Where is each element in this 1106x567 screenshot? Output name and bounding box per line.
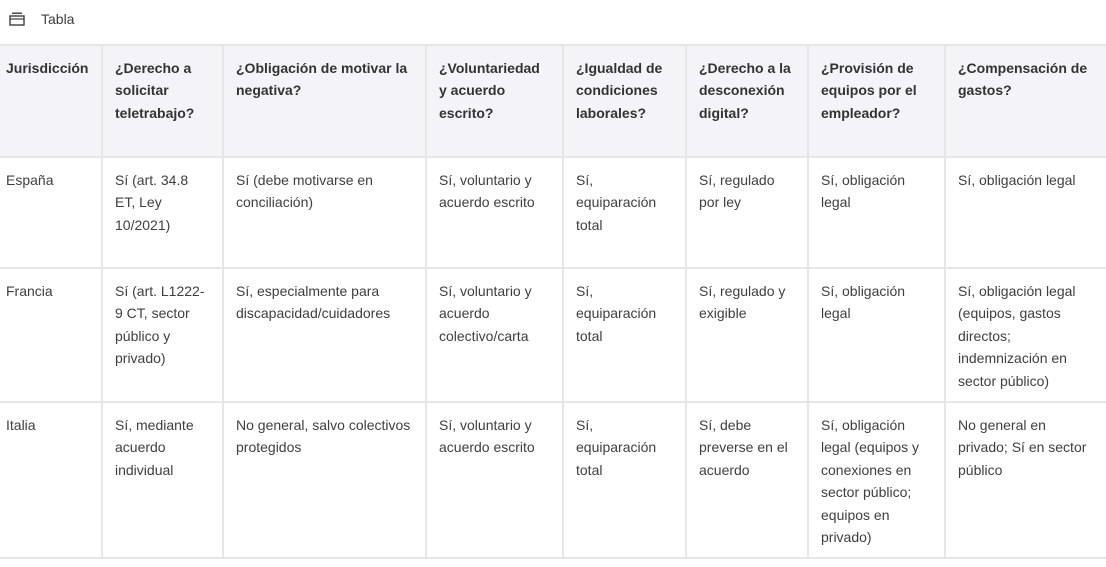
table-cell: Sí, mediante acuerdo individual <box>102 402 223 558</box>
table-cell: Sí, equiparación total <box>563 402 686 558</box>
table-cell-jurisdiccion: Italia <box>0 402 102 558</box>
column-header-desconexion: ¿Derecho a la desconexión digital? <box>686 45 808 157</box>
table-cell: Sí, obligación legal <box>808 157 945 268</box>
table-toolbar <box>0 0 1106 38</box>
column-header-derecho-solicitar: ¿Derecho a solicitar teletrabajo? <box>102 45 223 157</box>
table-cell: Sí (art. 34.8 ET, Ley 10/2021) <box>102 157 223 268</box>
table-cell: Sí, obligación legal (equipos y conexiones en sector público; equipos en privado) <box>808 402 945 558</box>
table-cell: Sí, voluntario y acuerdo escrito <box>426 402 563 558</box>
toolbar-title: Tabla <box>41 11 75 27</box>
table-cell-jurisdiccion: Francia <box>0 268 102 402</box>
table-cell-jurisdiccion: España <box>0 157 102 268</box>
table-row <box>0 157 1106 268</box>
column-header-jurisdiccion: Jurisdicción <box>0 45 102 157</box>
table-row <box>0 402 1106 558</box>
table-cell: Sí, especialmente para discapacidad/cuidadores <box>223 268 426 402</box>
table-cell: Sí (debe motivarse en conciliación) <box>223 157 426 268</box>
table-cell: Sí (art. L1222-9 CT, sector público y privado) <box>102 268 223 402</box>
table-cell: Sí, obligación legal <box>945 157 1106 268</box>
column-header-obligacion-motivar: ¿Obligación de motivar la negativa? <box>223 45 426 157</box>
table-cell: Sí, voluntario y acuerdo colectivo/carta <box>426 268 563 402</box>
table-cell: Sí, debe preverse en el acuerdo <box>686 402 808 558</box>
table-cell: No general en privado; Sí en sector público <box>945 402 1106 558</box>
table-icon <box>9 12 25 26</box>
column-header-provision-equipos: ¿Provisión de equipos por el empleador? <box>808 45 945 157</box>
table-row <box>0 268 1106 402</box>
table-cell: Sí, regulado por ley <box>686 157 808 268</box>
comparison-table-container <box>0 44 1106 559</box>
table-cell: No general, salvo colectivos protegidos <box>223 402 426 558</box>
table-cell: Sí, voluntario y acuerdo escrito <box>426 157 563 268</box>
column-header-compensacion: ¿Compensación de gastos? <box>945 45 1106 157</box>
column-header-voluntariedad: ¿Voluntariedad y acuerdo escrito? <box>426 45 563 157</box>
table-cell: Sí, obligación legal <box>808 268 945 402</box>
table-cell: Sí, obligación legal (equipos, gastos directos; indemnización en sector público) <box>945 268 1106 402</box>
table-cell: Sí, equiparación total <box>563 268 686 402</box>
table-cell: Sí, equiparación total <box>563 157 686 268</box>
table-header-row <box>0 45 1106 157</box>
comparison-table <box>0 44 1106 559</box>
table-cell: Sí, regulado y exigible <box>686 268 808 402</box>
column-header-igualdad: ¿Igualdad de condiciones laborales? <box>563 45 686 157</box>
